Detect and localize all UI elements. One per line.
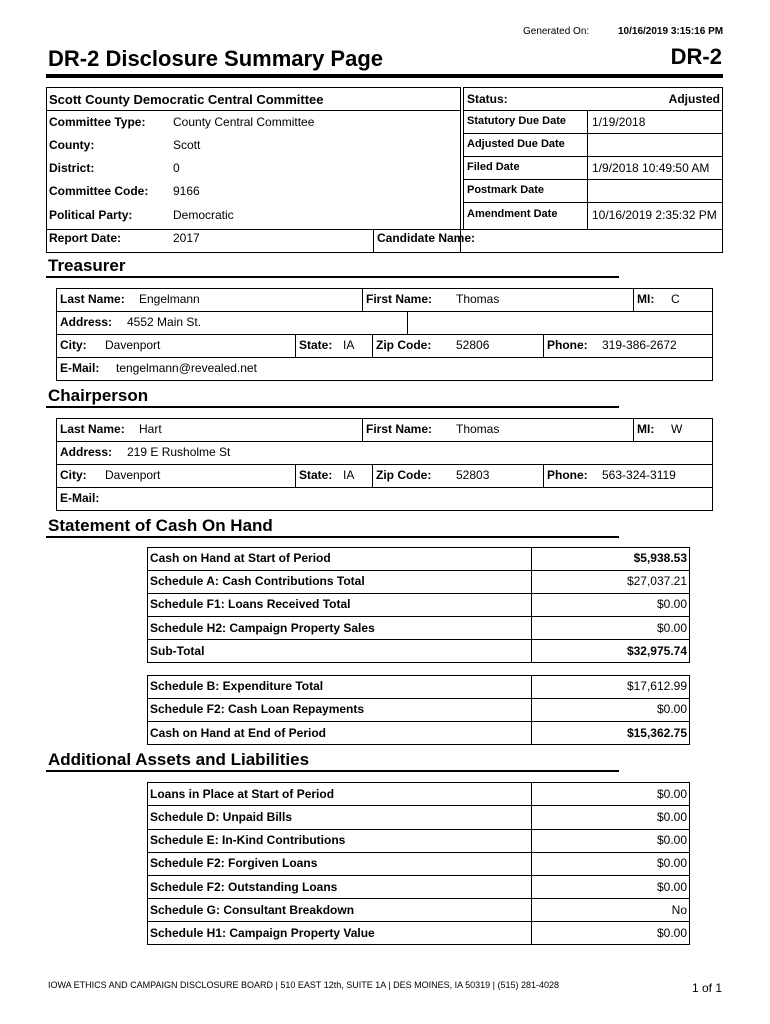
treasurer-address: 4552 Main St. [127,315,202,329]
treasurer-zip-label: Zip Code: [376,338,432,352]
adjusted-due-label: Adjusted Due Date [467,138,565,150]
status-value: Adjusted [668,92,720,106]
treasurer-phone: 319-386-2672 [602,338,677,352]
treasurer-last-name-label: Last Name: [60,292,125,306]
report-date-value: 2017 [173,231,200,245]
cash-row-label: Cash on Hand at Start of Period [150,551,331,565]
committee-name: Scott County Democratic Central Committee [49,92,324,107]
chairperson-last-name-label: Last Name: [60,422,125,436]
chairperson-last-name: Hart [139,422,162,436]
treasurer-state: IA [343,338,355,352]
asset-row-label: Loans in Place at Start of Period [150,787,335,801]
asset-row-value: $0.00 [656,787,687,801]
chairperson-first-name: Thomas [456,422,500,436]
treasurer-email-label: E-Mail: [60,361,100,375]
chairperson-city-label: City: [60,468,87,482]
district-value: 0 [173,161,180,175]
statutory-due-value: 1/19/2018 [592,115,646,129]
subtotal-value: $32,975.74 [626,644,687,658]
chairperson-heading: Chairperson [48,386,149,405]
treasurer-last-name: Engelmann [139,292,200,306]
treasurer-rule [46,276,619,278]
treasurer-first-name-label: First Name: [366,292,433,306]
asset-row-value: $0.00 [656,856,687,870]
chairperson-state: IA [343,468,355,482]
chairperson-rule [46,406,619,408]
end-cash-value: $15,362.75 [626,726,687,740]
asset-row-value: $0.00 [656,880,687,894]
asset-row-value: $0.00 [656,926,687,940]
district-label: District: [49,161,95,175]
treasurer-email: tengelmann@revealed.net [116,361,257,375]
chairperson-phone: 563-324-3119 [602,468,676,482]
asset-row-value: $0.00 [656,833,687,847]
chairperson-city: Davenport [105,468,161,482]
chairperson-zip-label: Zip Code: [376,468,432,482]
cash-row-label: Schedule F2: Cash Loan Repayments [150,702,365,716]
political-party-label: Political Party: [49,208,133,222]
amendment-date-value: 10/16/2019 2:35:32 PM [592,208,717,222]
subtotal-label: Sub-Total [150,644,205,658]
treasurer-zip: 52806 [456,338,490,352]
asset-row-label: Schedule G: Consultant Breakdown [150,903,355,917]
postmark-date-label: Postmark Date [467,184,545,196]
cash-row-value: $17,612.99 [626,679,687,693]
title-rule [46,74,723,78]
chairperson-address-label: Address: [60,445,113,459]
chairperson-email-label: E-Mail: [60,491,100,505]
asset-row-label: Schedule H1: Campaign Property Value [150,926,375,940]
filed-date-label: Filed Date [467,161,520,173]
cash-row-value: $0.00 [656,597,687,611]
asset-row-label: Schedule F2: Outstanding Loans [150,880,338,894]
asset-row-label: Schedule E: In-Kind Contributions [150,833,346,847]
treasurer-heading: Treasurer [48,256,126,275]
cash-row-value: $0.00 [656,621,687,635]
generated-on-label: Generated On: [523,26,590,37]
treasurer-mi: C [671,292,680,306]
page-title: DR-2 Disclosure Summary Page [48,46,384,71]
political-party-value: Democratic [173,208,234,222]
cash-heading: Statement of Cash On Hand [48,516,273,535]
cash-row-value: $27,037.21 [626,574,687,588]
cash-rule [46,536,619,538]
assets-rule [46,770,619,772]
county-value: Scott [173,138,201,152]
chairperson-state-label: State: [299,468,333,482]
assets-heading: Additional Assets and Liabilities [48,750,310,769]
committee-code-value: 9166 [173,184,200,198]
chairperson-mi-label: MI: [637,422,655,436]
cash-row-label: Schedule A: Cash Contributions Total [150,574,365,588]
form-code: DR-2 [670,44,722,69]
committee-type-label: Committee Type: [49,115,146,129]
committee-code-label: Committee Code: [49,184,149,198]
filed-date-value: 1/9/2018 10:49:50 AM [592,161,710,175]
asset-row-value: No [671,903,687,917]
chairperson-phone-label: Phone: [547,468,588,482]
county-label: County: [49,138,95,152]
cash-row-label: Schedule F1: Loans Received Total [150,597,351,611]
candidate-name-label: Candidate Name: [377,231,476,245]
report-date-label: Report Date: [49,231,122,245]
cash-row-value: $0.00 [656,702,687,716]
cash-row-value: $5,938.53 [633,551,687,565]
end-cash-label: Cash on Hand at End of Period [150,726,327,740]
treasurer-city-label: City: [60,338,87,352]
cash-row-label: Schedule H2: Campaign Property Sales [150,621,375,635]
treasurer-address-label: Address: [60,315,113,329]
treasurer-city: Davenport [105,338,161,352]
chairperson-zip: 52803 [456,468,490,482]
page-number: 1 of 1 [691,981,722,995]
footer-address: IOWA ETHICS AND CAMPAIGN DISCLOSURE BOARD | 510 EAST 12th, SUITE 1A | DES MOINES, IA 50319 | (515) 281-4028 [48,980,560,990]
treasurer-phone-label: Phone: [547,338,588,352]
chairperson-first-name-label: First Name: [366,422,433,436]
statutory-due-label: Statutory Due Date [467,115,567,127]
generated-on-value: 10/16/2019 3:15:16 PM [618,26,724,37]
treasurer-state-label: State: [299,338,333,352]
asset-row-label: Schedule D: Unpaid Bills [150,810,293,824]
committee-type-value: County Central Committee [173,115,315,129]
asset-row-value: $0.00 [656,810,687,824]
status-label: Status: [467,92,508,106]
cash-row-label: Schedule B: Expenditure Total [150,679,324,693]
chairperson-mi: W [671,422,683,436]
treasurer-first-name: Thomas [456,292,500,306]
asset-row-label: Schedule F2: Forgiven Loans [150,856,318,870]
amendment-date-label: Amendment Date [467,208,558,220]
treasurer-mi-label: MI: [637,292,655,306]
chairperson-address: 219 E Rusholme St [127,445,231,459]
